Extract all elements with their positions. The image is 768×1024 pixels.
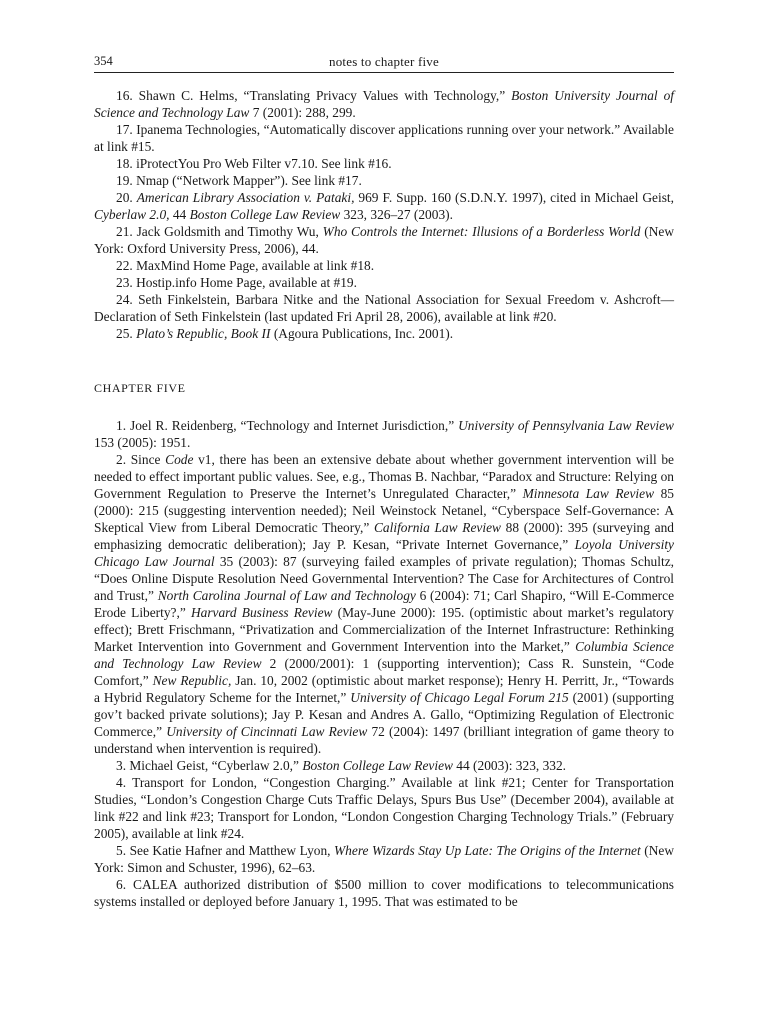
footnote-text: 6. CALEA authorized distribution of $500 million to cover modifications to telecommunications systems installed or deployed before January 1, 1995. That was estimated to be: [94, 877, 674, 909]
footnote: [94, 223, 674, 257]
footnote-text: 3. Michael Geist, “Cyberlaw 2.0,”: [116, 758, 303, 773]
footnote-text: (New York: Simon and Schuster, 1996), 62–63.: [94, 843, 675, 875]
footnote: [94, 876, 674, 910]
footnote-text: 72 (2004): 1497 (brilliant integration of game theory to understand when intervention is required).: [94, 724, 674, 756]
footnote: [94, 189, 674, 223]
citation-title: Columbia Science and Technology Law Review: [94, 639, 675, 671]
footnote-text: 44 (2003): 323, 332.: [452, 758, 567, 773]
book-page: [94, 50, 674, 910]
citation-title: Boston College Law Review: [189, 207, 341, 222]
footnote: [94, 155, 674, 172]
footnote-text: 7 (2001): 288, 299.: [249, 105, 356, 120]
footnote-text: 5. See Katie Hafner and Matthew Lyon,: [116, 843, 335, 858]
citation-title: Where Wizards Stay Up Late: The Origins of the Internet: [334, 843, 641, 858]
citation-title: American Library Association v. Pataki,: [136, 190, 355, 205]
footnote-text: 969 F. Supp. 160 (S.D.N.Y. 1997), cited in Michael Geist,: [354, 190, 675, 205]
footnote-text: 25.: [116, 326, 137, 341]
footnote-text: (2001) (supporting gov’t backed private solutions); Jay P. Kesan and Andres A. Gallo, “Optimizing Regulation of Electronic Commerce,”: [94, 690, 674, 739]
citation-title: University of Pennsylvania Law Review: [458, 418, 674, 433]
footnote-text: 323, 326–27 (2003).: [340, 207, 453, 222]
footnote-text: (New York: Oxford University Press, 2006), 44.: [94, 224, 674, 256]
footnote-text: 4. Transport for London, “Congestion Charging.” Available at link #21; Center for Transportation Studies, “London’s Congestion Charge Cuts Traffic Delays, Spurs Bus Use” (December 2004), available at link #22 and link #23; Transport for London, “London Congestion Charging Technology Trials.” (February 2005), available at link #24.: [94, 775, 674, 841]
citation-title: Boston College Law Review: [302, 758, 453, 773]
citation-title: Plato’s Republic, Book II: [136, 326, 271, 341]
footnote-text: 24. Seth Finkelstein, Barbara Nitke and the National Association for Sexual Freedom v. Ashcroft—Declaration of Seth Finkelstein (last updated Fri April 28, 2006), available at link #20.: [94, 292, 674, 324]
footnote: [94, 325, 674, 342]
footnote-text: 19. Nmap (“Network Mapper”). See link #17.: [116, 173, 362, 188]
footnote-text: (Agoura Publications, Inc. 2001).: [270, 326, 454, 341]
footnote: [94, 774, 674, 842]
footnote-text: 88 (2000): 395 (surveying and emphasizing democratic deliberation); Jay P. Kesan, “Private Internet Governance,”: [94, 520, 674, 552]
citation-title: Loyola University Chicago Law Journal: [94, 537, 674, 569]
page-number: 354: [94, 54, 113, 68]
footnote-text: 22. MaxMind Home Page, available at link #18.: [116, 258, 375, 273]
footnote-text: 2 (2000/2001): 1 (supporting intervention); Cass R. Sunstein, “Code Comfort,”: [94, 656, 674, 688]
footnote-text: 35 (2003): 87 (surveying failed examples of private regulation); Thomas Schultz, “Does Online Dispute Resolution Need Governmental Intervention? The Case for Architectures of Control and Trust,”: [94, 554, 674, 603]
footnote: [94, 172, 674, 189]
citation-title: Cyberlaw 2.0,: [94, 207, 170, 222]
notes-chapter-five-list: [94, 417, 674, 910]
citation-title: Minnesota Law Review: [522, 486, 655, 501]
footnote: [94, 451, 674, 757]
chapter-heading: CHAPTER FIVE: [94, 381, 186, 395]
footnote-text: v1, there has been an extensive debate about whether government intervention will be needed to effect important public values. See, e.g., Thomas B. Nachbar, “Paradox and Structure: Relying on Government Regulation to Preserve the Internet’s Unregulated Character,”: [94, 452, 674, 501]
citation-title: University of Chicago Legal Forum 215: [350, 690, 569, 705]
citation-title: Boston University Journal of Science and Technology Law: [94, 88, 675, 120]
footnote: [94, 417, 674, 451]
footnote-text: 16. Shawn C. Helms, “Translating Privacy Values with Technology,”: [116, 88, 512, 103]
footnote: [94, 274, 674, 291]
footnote-text: 21. Jack Goldsmith and Timothy Wu,: [116, 224, 323, 239]
running-title: notes to chapter five: [329, 54, 439, 69]
footnote-text: 23. Hostip.info Home Page, available at #19.: [116, 275, 357, 290]
citation-title: Harvard Business Review: [190, 605, 333, 620]
footnote-text: 153 (2005): 1951.: [94, 435, 191, 450]
citation-title: California Law Review: [374, 520, 501, 535]
footnote-text: 18. iProtectYou Pro Web Filter v7.10. See link #16.: [116, 156, 392, 171]
footnote-text: 20.: [116, 190, 137, 205]
footnote-text: 2. Since: [116, 452, 166, 467]
footnote-text: 17. Ipanema Technologies, “Automatically discover applications running over your network.” Available at link #15.: [94, 122, 674, 154]
citation-title: University of Cincinnati Law Review: [166, 724, 368, 739]
citation-title: North Carolina Journal of Law and Technology: [157, 588, 416, 603]
notes-top-list: [94, 87, 674, 342]
footnote: [94, 842, 674, 876]
footnote-text: 85 (2000): 215 (suggesting intervention needed); Neil Weinstock Netanel, “Cyberspace Self-Governance: A Skeptical View from Liberal Democratic Theory,”: [94, 486, 674, 535]
running-header: [94, 50, 674, 73]
footnote-text: 6 (2004): 71; Carl Shapiro, “Will E-Commerce Erode Liberty?,”: [94, 588, 675, 620]
footnote-text: 44: [169, 207, 190, 222]
citation-title: Code: [165, 452, 194, 467]
citation-title: Who Controls the Internet: Illusions of a Borderless World: [322, 224, 641, 239]
footnote-text: Jan. 10, 2002 (optimistic about market response); Henry H. Perritt, Jr., “Towards a Hybrid Regulatory Scheme for the Internet,”: [94, 673, 674, 705]
footnote-text: 1. Joel R. Reidenberg, “Technology and Internet Jurisdiction,”: [116, 418, 459, 433]
citation-title: New Republic,: [152, 673, 232, 688]
footnote: [94, 291, 674, 325]
footnote: [94, 257, 674, 274]
footnote: [94, 87, 674, 121]
footnote: [94, 757, 674, 774]
footnote: [94, 121, 674, 155]
footnote-text: (May-June 2000): 195. (optimistic about market’s regulatory effect); Brett Frischmann, “Privatization and Commercialization of the Internet Infrastructure: Rethinking Market Intervention into Government and Government Intervention into the Market,”: [94, 605, 674, 654]
